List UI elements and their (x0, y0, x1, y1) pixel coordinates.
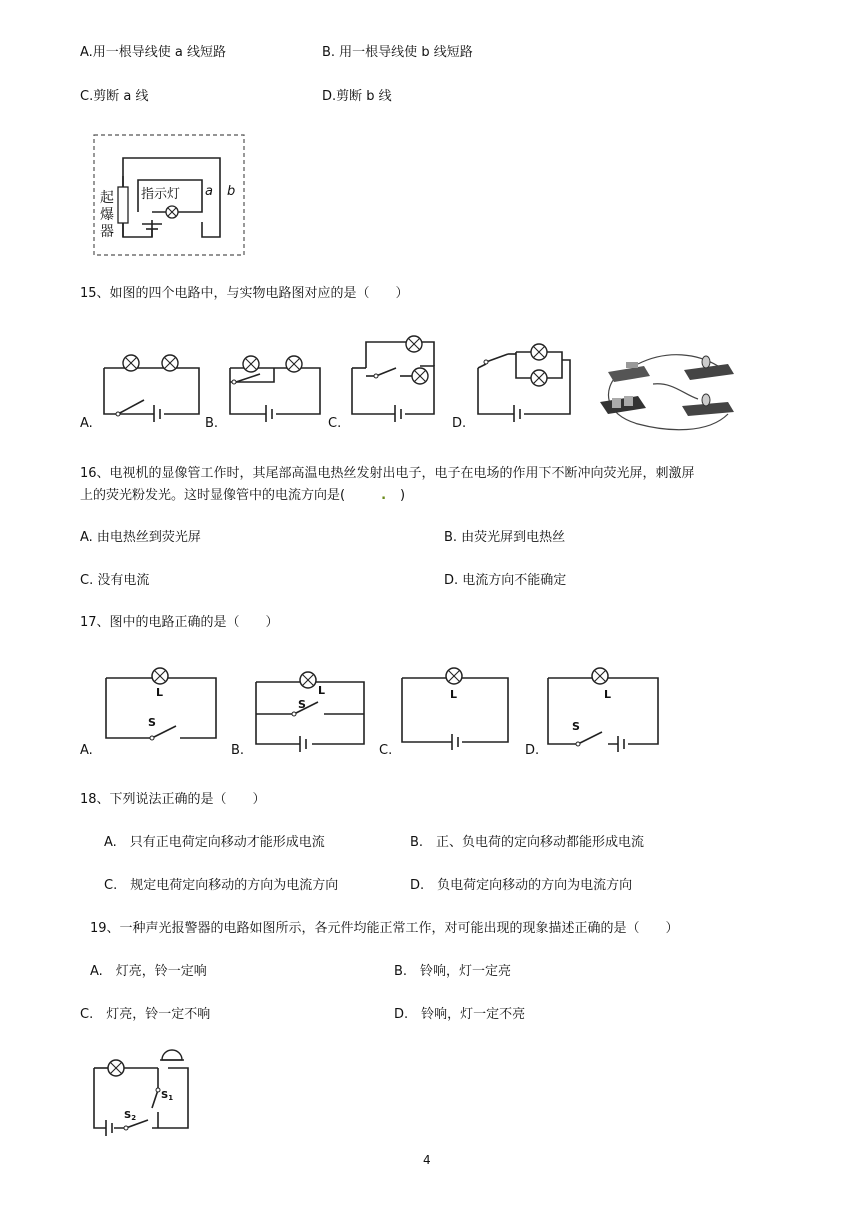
page-number: 4 (423, 1153, 431, 1167)
q16-option-a: A. 由电热丝到荧光屏 (80, 530, 201, 545)
q15-label-c: C. (328, 416, 342, 431)
q17-label-b: B. (231, 743, 245, 758)
q17-circuit-b (256, 668, 376, 748)
q17c-lamp-symbol: L (450, 688, 458, 701)
q19-option-a: A. 灯亮，铃一定响 (90, 964, 207, 979)
q14-option-a: A.用一根导线使 a 线短路 (80, 45, 227, 60)
q14-option-c: C.剪断 a 线 (80, 89, 149, 104)
q19-switch2-subscript: 2 (131, 1114, 137, 1122)
q16-question-line2-text: 上的荧光粉发光。这时显像管中的电流方向是( (80, 488, 372, 503)
q17d-switch-symbol: S (572, 720, 580, 733)
q15-question: 15、如图的四个电路中，与实物电路图对应的是（ ） (80, 286, 409, 301)
q15-circuit-c (350, 338, 450, 418)
wire-b-label: b (227, 184, 236, 199)
q17-question: 17、图中的电路正确的是（ ） (80, 615, 279, 630)
q19-option-d: D. 铃响，灯一定不亮 (394, 1007, 526, 1022)
q16-question-line1: 16、电视机的显像管工作时，其尾部高温电热丝发射出电子，电子在电场的作用下不断冲向荧光屏，刺激屏 (80, 466, 695, 481)
q15-circuit-b (226, 348, 326, 418)
q15-circuit-a (104, 348, 204, 418)
q16-question-line2 (80, 488, 405, 504)
q16-option-d: D. 电流方向不能确定 (444, 573, 567, 588)
q17-label-a: A. (80, 743, 93, 758)
q18-option-d: D. 负电荷定向移动的方向为电流方向 (410, 878, 633, 893)
q15-circuit-d (476, 338, 576, 418)
detonator-label-3: 器 (100, 224, 114, 240)
q16-option-c: C. 没有电流 (80, 573, 150, 588)
q17d-lamp-symbol: L (604, 688, 612, 701)
q17a-switch-symbol: S (148, 716, 156, 729)
q19-alarm-circuit (88, 1046, 198, 1136)
q16-option-b: B. 由荧光屏到电热丝 (444, 530, 566, 545)
q14-option-b: B. 用一根导线使 b 线短路 (322, 45, 473, 60)
q19-option-c: C. 灯亮，铃一定不响 (80, 1007, 211, 1022)
q16-question-dot: . (381, 488, 387, 503)
q19-switch2-symbol (124, 1110, 136, 1122)
q18-option-c: C. 规定电荷定向移动的方向为电流方向 (104, 878, 339, 893)
q14-circuit-figure (90, 132, 250, 257)
q16-question-end: ) (400, 488, 406, 503)
q14-option-d: D.剪断 b 线 (322, 89, 392, 104)
q18-option-a: A. 只有正电荷定向移动才能形成电流 (104, 835, 325, 850)
q17b-switch-symbol: S (298, 698, 306, 711)
q17-circuit-d (548, 664, 668, 744)
q19-option-b: B. 铃响，灯一定亮 (394, 964, 512, 979)
q15-label-b: B. (205, 416, 219, 431)
q15-physical-circuit-photo (598, 344, 738, 434)
q19-switch2-letter: S (124, 1110, 132, 1121)
q19-switch1-subscript: 1 (168, 1094, 174, 1102)
q19-switch1-letter: S (161, 1090, 169, 1101)
detonator-label-2: 爆 (100, 207, 114, 223)
q18-option-b: B. 正、负电荷的定向移动都能形成电流 (410, 835, 645, 850)
detonator-label-1: 起 (100, 190, 114, 206)
q17-circuit-a (106, 664, 226, 744)
q15-label-a: A. (80, 416, 93, 431)
q17-label-d: D. (525, 743, 540, 758)
q17-label-c: C. (379, 743, 393, 758)
q17-circuit-c (402, 664, 522, 744)
wire-a-label: a (205, 184, 213, 199)
q18-question: 18、下列说法正确的是（ ） (80, 792, 266, 807)
q15-label-d: D. (452, 416, 467, 431)
indicator-lamp-label: 指示灯 (141, 187, 181, 202)
q19-switch1-symbol (161, 1090, 173, 1102)
q17b-lamp-symbol: L (318, 684, 326, 697)
q17a-lamp-symbol: L (156, 686, 164, 699)
q19-question: 19、一种声光报警器的电路如图所示，各元件均能正常工作，对可能出现的现象描述正确的是（ ） (90, 921, 679, 936)
